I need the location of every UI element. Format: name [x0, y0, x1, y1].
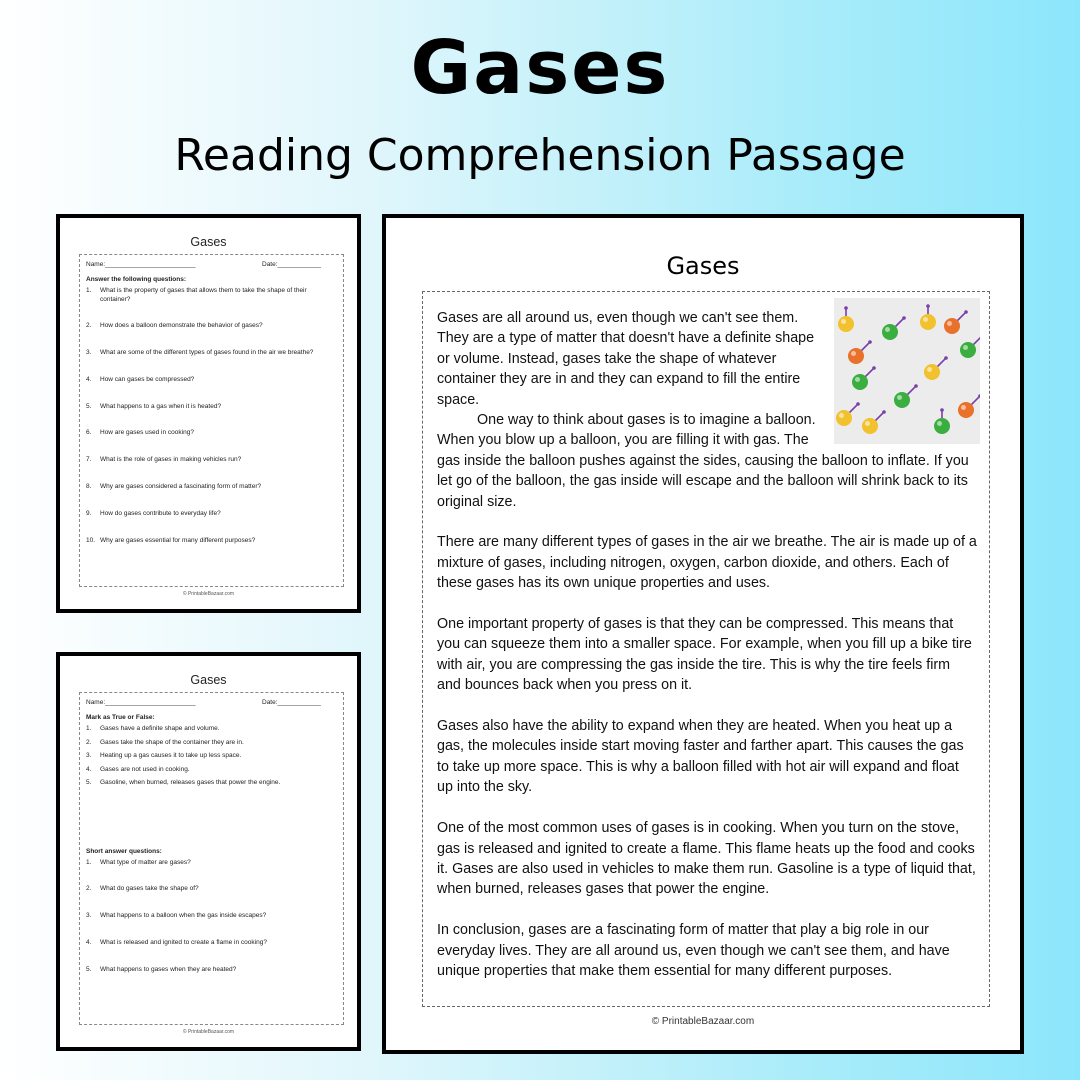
- question-text: What is the property of gases that allows them to take the shape of their container?: [100, 287, 307, 303]
- question-number: 10.: [86, 536, 96, 544]
- true-false-heading: Mark as True or False:: [86, 714, 155, 721]
- name-date-row: [86, 261, 338, 271]
- passage-paragraph: Gases are all around us, even though we can't see them. They are a type of matter that doesn't have a definite shape or volume. Instead, gases take the shape of whatever container they are in and they can expand to fill the entire space.: [437, 310, 815, 408]
- worksheet-footer: © PrintableBazaar.com: [182, 1029, 235, 1035]
- question-text: What do gases take the shape of?: [100, 885, 199, 893]
- worksheet-footer: © PrintableBazaar.com: [182, 591, 235, 597]
- question-text: How can gases be compressed?: [100, 375, 195, 383]
- worksheet-title: Gases: [190, 235, 227, 249]
- question-number: 5.: [86, 965, 92, 973]
- question-text: How does a balloon demonstrate the behavior of gases?: [100, 322, 263, 330]
- name-label: Name:_________________________: [86, 699, 196, 706]
- passage-paragraph: One way to think about gases is to imagine a balloon. When you blow up a balloon, you are filling it with gas. The gas inside the balloon pushes against the sides, causing the balloon to inflate. If you let go of the balloon, the gas inside will escape and the balloon will shrink back to its original size.: [437, 412, 969, 510]
- page-subtitle: Reading Comprehension Passage: [174, 130, 906, 181]
- question-number: 1.: [86, 858, 92, 866]
- question-text: How do gases contribute to everyday life?: [100, 509, 221, 517]
- question-number: 2.: [86, 738, 92, 746]
- question-number: 6.: [86, 429, 92, 437]
- question-number: 5.: [86, 402, 92, 410]
- question-number: 3.: [86, 912, 92, 920]
- passage-content-box: [422, 291, 990, 1007]
- passage-paragraph: One important property of gases is that they can be compressed. This means that you can squeeze them into a smaller space. For example, when you fill up a bike tire with air, you are compressing the gas inside the tire. This is why the tire feels firm and bounces back when you press on it.: [437, 616, 972, 694]
- question-item: [86, 403, 338, 412]
- question-number: 9.: [86, 509, 92, 517]
- question-number: 5.: [86, 779, 92, 786]
- question-item: [86, 456, 338, 465]
- question-text: What is the role of gases in making vehicles run?: [100, 456, 242, 464]
- question-number: 4.: [86, 765, 92, 773]
- question-number: 7.: [86, 456, 92, 464]
- question-text: Gases have a definite shape and volume.: [100, 725, 220, 732]
- question-number: 1.: [86, 725, 92, 732]
- question-number: 3.: [86, 752, 92, 759]
- question-number: 1.: [86, 287, 92, 294]
- question-item: [86, 376, 338, 385]
- question-item: [86, 483, 338, 492]
- question-text: What type of matter are gases?: [100, 858, 191, 866]
- question-item: [86, 939, 338, 948]
- question-item: [86, 287, 338, 304]
- question-item: [86, 725, 338, 734]
- question-text: What is released and ignited to create a flame in cooking?: [100, 938, 267, 946]
- questions-heading: Answer the following questions:: [86, 276, 187, 283]
- name-label: Name:_________________________: [86, 261, 196, 268]
- date-label: Date:____________: [262, 261, 321, 268]
- worksheet-title: Gases: [190, 673, 227, 687]
- question-item: [86, 779, 338, 788]
- question-item: [86, 510, 338, 519]
- question-item: [86, 912, 338, 921]
- true-false-list: [86, 725, 338, 788]
- question-text: What are some of the different types of gases found in the air we breathe?: [100, 349, 314, 357]
- truefalse-worksheet-preview: [56, 652, 361, 1051]
- question-text: Gasoline, when burned, releases gases that power the engine.: [100, 779, 281, 786]
- question-item: [86, 752, 338, 761]
- passage-paragraph: In conclusion, gases are a fascinating form of matter that play a big role in our everyday lives. They are all around us, even though we can't see them, and have unique properties that make them essential for many different purposes.: [437, 922, 950, 979]
- question-number: 8.: [86, 483, 92, 491]
- question-number: 3.: [86, 349, 92, 357]
- passage-body: [437, 308, 977, 1002]
- questions-worksheet-preview: [56, 214, 361, 613]
- date-label: Date:____________: [262, 699, 321, 706]
- passage-footer: © PrintableBazaar.com: [651, 1016, 755, 1027]
- question-item: [86, 349, 338, 358]
- passage-paragraph: One of the most common uses of gases is in cooking. When you turn on the stove, gas is released and ignited to create a flame. This flame heats up the food and cooks it. Gases are also used in vehicles to make them run. Gasoline is a type of liquid that, when burned, releases gases that power the engine.: [437, 820, 976, 898]
- short-answer-list: [86, 859, 338, 975]
- question-text: Why are gases considered a fascinating form of matter?: [100, 483, 262, 491]
- question-text: Why are gases essential for many different purposes?: [100, 536, 256, 544]
- question-number: 2.: [86, 885, 92, 893]
- passage-title: Gases: [666, 252, 740, 280]
- short-answer-heading: Short answer questions:: [86, 847, 162, 855]
- worksheet-content-box: [79, 254, 344, 587]
- question-item: [86, 537, 338, 546]
- gas-molecules-illustration: [834, 298, 980, 444]
- question-item: [86, 885, 338, 894]
- question-item: [86, 766, 338, 775]
- question-text: What happens to a gas when it is heated?: [100, 402, 222, 410]
- question-number: 4.: [86, 938, 92, 946]
- passage-paragraph: Gases also have the ability to expand when they are heated. When you heat up a gas, the molecules inside start moving faster and farther apart. This causes the gas to take up more space. This is why a balloon filled with hot air will expand and float up into the sky.: [437, 718, 964, 796]
- question-number: 4.: [86, 375, 92, 383]
- question-text: Gases take the shape of the container they are in.: [100, 738, 244, 746]
- question-text: What happens to gases when they are heated?: [100, 965, 237, 973]
- worksheet-content-box: [79, 692, 344, 1025]
- question-text: Gases are not used in cooking.: [100, 765, 190, 773]
- question-text: What happens to a balloon when the gas inside escapes?: [100, 912, 267, 920]
- question-text: Heating up a gas causes it to take up less space.: [100, 752, 242, 759]
- passage-sheet: [382, 214, 1024, 1054]
- question-item: [86, 966, 338, 975]
- question-item: [86, 429, 338, 438]
- page-title: Gases: [410, 25, 670, 111]
- question-item: [86, 859, 338, 868]
- passage-paragraph: There are many different types of gases in the air we breathe. The air is made up of a mixture of gases, including nitrogen, oxygen, carbon dioxide, and others. Each of these gases has its own unique properties and uses.: [437, 534, 977, 592]
- questions-list: [86, 287, 338, 545]
- name-date-row: [86, 699, 338, 709]
- question-item: [86, 739, 338, 748]
- question-text: How are gases used in cooking?: [100, 429, 194, 437]
- question-number: 2.: [86, 322, 92, 330]
- question-item: [86, 322, 338, 331]
